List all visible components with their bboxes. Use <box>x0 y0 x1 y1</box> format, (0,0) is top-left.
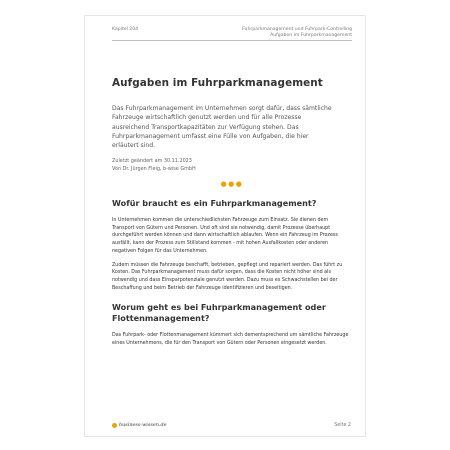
page-footer <box>112 422 351 428</box>
chapter-label: Kapitel 204 <box>112 27 139 32</box>
page-number: Seite 2 <box>334 422 351 428</box>
section-paragraph: Das Fuhrpark- oder Flottenmanagement kümmert sich dementsprechend um sämtliche Fahrzeuge eines Unternehmens, die für den Transport von Gütern oder Personen eingesetzt werden. <box>112 333 349 347</box>
lead-paragraph: Das Fuhrparkmanagement im Unternehmen sorgt dafür, dass sämtliche Fahrzeuge wirtschaftlich genutzt werden und für alle Prozesse ausreichend Transportkapazitäten zur Verfügung stehen. Das Fuhrparkmanagement umfasst eine Fülle von Aufgaben, die hier erläutert sind. <box>112 105 332 150</box>
author-line: Von Dr. Jürgen Fleig, b-wise GmbH <box>112 165 196 172</box>
section-paragraph: Zudem müssen die Fahrzeuge beschafft, betrieben, gepflegt und repariert werden. Das führt zu Kosten. Das Fuhrparkmanagement muss dafür sorgen, dass die Kosten nicht höher sind als notwendig und dass Einsparpotenziale genutzt werden. Dazu muss es Schwachstellen bei der Beschaffung und beim Betrieb der Fahrzeuge identifizieren und beseitigen. <box>112 262 343 291</box>
running-header <box>112 27 352 41</box>
separator-dots: ●●● <box>220 180 244 189</box>
updated-date: Zuletzt geändert am 30.11.2023 <box>112 158 192 165</box>
article-meta <box>112 158 351 173</box>
section-heading: Wofür braucht es ein Fuhrparkmanagement? <box>112 198 317 209</box>
brand-name: business-wissen.de <box>119 422 167 428</box>
section-heading: Worum geht es bei Fuhrparkmanagement oder Flottenmanagement? <box>112 302 326 324</box>
section-paragraph: In Unternehmen kommen die unterschiedlichsten Fahrzeuge zum Einsatz. Sie dienen dem Transport von Gütern und Personen. Und oft sind sie notwendig, damit Prozesse überhaupt durchgeführt werden können und dann wirtschaftlich ablaufen. Wenn ein Fahrzeug im Prozess ausfällt, kann der Prozess zum Stillstand kommen - mit hohen Ausfallkosten oder anderen negativen Folgen für das Unternehmen. <box>112 218 338 254</box>
header-topic-line1: Fuhrparkmanagement und Fuhrpark-Controlling <box>242 27 352 32</box>
page-title: Aufgaben im Fuhrparkmanagement <box>112 77 323 89</box>
document-page <box>85 16 365 436</box>
brand-dot-icon <box>112 423 117 428</box>
header-topic-line2: Aufgaben im Fuhrparkmanagement <box>270 33 352 38</box>
header-topic <box>242 27 352 39</box>
brand-logo <box>112 422 166 428</box>
